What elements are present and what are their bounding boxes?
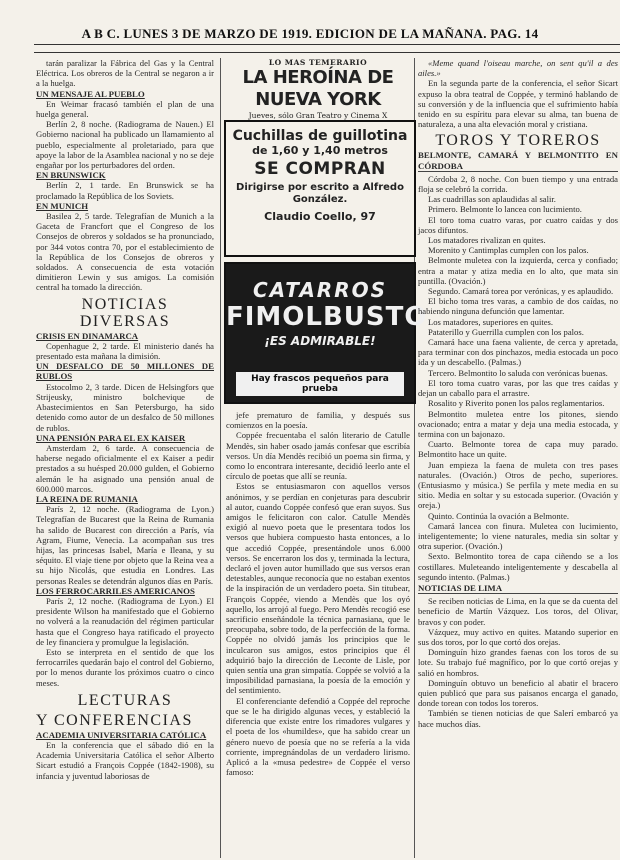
col3-paragraph: El bicho toma tres varas, a cambio de dos caídas, no habiendo ninguna defunción que lamentar. [418, 296, 618, 317]
col1-paragraph: Amsterdam 2, 6 tarde. A consecuencia de haberse negado oficialmente el ex Kaiser a pedir prestados a su huésped 20.000 gulden, el Gobierno alemán le ha asignado una pensión anual de 600.000 marcos. [36, 442, 214, 494]
col3-paragraph: Tercero. Belmontito lo saluda con verónicas buenas. [428, 367, 608, 378]
column-3 [418, 58, 618, 729]
column-divider-1 [220, 58, 221, 858]
col3-paragraph: El toro toma cuatro varas, por cuatro caídas y dos jacos difuntos. [418, 214, 618, 235]
col3-paragraph: Cuarto. Belmonte torea de capa muy parado. Belmontito hace un quite. [418, 439, 618, 460]
headline-academia: ACADEMIA UNIVERSITARIA CATÓLICA [36, 729, 207, 740]
headline-lima: NOTICIAS DE LIMA [418, 583, 618, 594]
col3-paragraph: Juan empieza la faena de muleta con tres pases naturales. (Ovación.) Otros de pecho, superiores. (Entusiasmo y música.) Se perfila y mete media en su sitio. Media en soltar y su estocada superior. (Ovación y oreja.) [418, 459, 618, 511]
headline-desfalco: UN DESFALCO DE 50 MILLONES DE RUBLOS [36, 361, 214, 382]
col3-paragraph: Belmonte muletea con la izquierda, cerca y confiado; entra a matar y atiza media en lo alto, que mata sin puntilla. (Ovación.) [418, 255, 618, 286]
col1-intro: tarán paralizar la Fábrica del Gas y la Central Eléctrica. Los obreros de la Central se negaron a ir a la huelga. [36, 58, 214, 89]
headline-munich: EN MUNICH [36, 200, 89, 211]
headline-cordoba: BELMONTE, CAMARÁ Y BELMONTITO EN CÓRDOBA [418, 150, 618, 171]
ad2-sizes: de 1,60 y 1,40 metros [252, 144, 388, 157]
col1-paragraph: Estocolmo 2, 3 tarde. Dicen de Helsingfors que Strijeusky, ministro bolchevique de Abastecimientos en San Petersburgo, ha sido detenido como autor de un desfalco de 50 millones de rublos. [36, 381, 214, 433]
col2-paragraph: Estos se entusiasmaron con aquellos versos anónimos, y se perdían en conjeturas para descubrir al autor, cuando Coppée confesó que eran suyos. Sus amigos le felicitaron con calor. Catulle Mendès exigió al nuevo poeta que le presentara todos los versos que hubiera compuesto hasta entonces, a lo que accedió Coppée, presentándole unos 6.000 versos. Se encerraron los dos y, terminada la lectura, declaró el joven autor humillado que sus versos eran detestables, aunque reconocía que no estaban exentos de la inspiración de un verdadero poeta. Sin titubear, François Coppée, viendo a Mendès que los oyó aquello, los arrojó al fuego. Pero Mendès recogió ese sacrificio enseñándole la técnica parnasiana, que le preocupaba, sobre todo, de la perfección de la forma. Coppée no olvidó jamás los principios que le inculcaron sus amigos, estos principios que él adquirió bajo la dirección de Leconte de Lisle, por quien sentía una gran simpatía. Coppée se volvió a la imposibilidad parnasiana, la poesía de la emoción y del sentimiento. [226, 481, 410, 696]
col3-paragraph: Dominguín obtuvo un beneficio al abatir el bracero quien publicó que para sus paisanos encarga el ganado, donde torean con todos los toreros. [418, 677, 618, 709]
col3-paragraph: Los matadores rivalizan en quites. [428, 235, 546, 246]
col3-paragraph: Córdoba 2, 8 noche. Con buen tiempo y una entrada floja se celebró la corrida. [418, 173, 618, 195]
col3-paragraph: El toro toma cuatro varas, por las que tres caídas y dejan un caballo para el arrastre. [418, 377, 618, 399]
headline-reina: LA REINA DE RUMANIA [36, 493, 138, 504]
ad-fimolbusto [224, 262, 428, 404]
col3-paragraph: Sexto. Belmontito torea de capa ciñendo se a los costillares. Muleteando inteligentemente y descabella al segundo intento. (Palmas.) [418, 551, 618, 582]
col1-paragraph: Berlín 2, 1 tarde. En Brunswick se ha proclamado la República de los Soviets. [36, 180, 214, 201]
col3-paragraph: En la segunda parte de la conferencia, el señor Sicart expuso la obra teatral de Coppée, y terminó hablando de su conversión y de la influencia que el sufrimiento había tenido en su espíritu para elevar su alma, tan buena de naturaleza, a una alta elevación moral y cristiana. [418, 78, 618, 130]
section-toros: TOROS Y TOREROS [435, 132, 601, 150]
col3-paragraph: Primero. Belmonte lo lancea con lucimiento. [428, 204, 582, 215]
masthead: A B C. LUNES 3 DE MARZO DE 1919. EDICION DE LA MAÑANA. PAG. 14 [81, 26, 539, 41]
col1-paragraph: Esto se interpreta en el sentido de que los ferrocarriles quedarán bajo el control del Gobierno, por lo menos durante los próximos cuatro o cinco meses. [36, 646, 214, 688]
col1-paragraph: Basilea 2, 5 tarde. Telegrafían de Munich a la Gaceta de Francfort que el Congreso de los Consejos de obreros y soldados se ha pronunciado, por 344 votos contra 70, por el establecimiento de la República de los Consejos de obreros y soldados. A consecuencia de esta votación dimitieron Lewin y sus amigos. La comisión central ha tomado la dirección. [36, 211, 214, 293]
col2-paragraph: jefe prematuro de familia, y después sus comienzos en la poesía. [226, 410, 410, 431]
col3-paragraph: Pataterillo y Guerrilla cumplen con los palos. [428, 326, 584, 337]
col3-paragraph: Dominguín hizo grandes faenas con los toros de su lote. Su trabajo fué magnífico, por lo que cortó orejas y salió en hombros. [418, 647, 618, 678]
ad3-brand: FIMOLBUSTO [226, 302, 428, 332]
col2-paragraph: El conferenciante defendió a Coppée del reproche que se le ha dirigido algunas veces, y estableció la diferencia que existe entre los rimadores vulgares y el poeta de los «humildes», que ha sabido crear un género nuevo de poesía que no se refería a la vida corriente, impregnándolas de un verdadero lirismo. Aplicó a la «musa pedestre» de Coppée el verso famoso: [226, 695, 410, 778]
ad2-se-compran: SE COMPRAN [254, 159, 386, 179]
col1-paragraph: En Weimar fracasó también el plan de una huelga general. [36, 98, 214, 120]
masthead-rule-bottom [34, 52, 620, 53]
col3-paragraph: Quinto. Continúa la ovación a Belmonte. [428, 510, 570, 521]
col3-paragraph: Camará hace una faena valiente, de cerca y apretada, para terminar con dos pinchazos, media estocada un poco ida y un descabello. (Palmas.) [418, 337, 618, 368]
col3-paragraph: Belmontito muletea entre los pitones, siendo ovacionado; entra a matar y deja una media estocada, y termina con un bajonazo. [418, 408, 618, 439]
col3-paragraph: También se tienen noticias de que Salerí embarcó ya hace muchos días. [418, 708, 618, 729]
ad-heroina [224, 58, 412, 120]
column-2-article [226, 410, 410, 777]
col3-paragraph: Los matadores, superiores en quites. [428, 316, 554, 327]
ad2-contact: Dirigirse por escrito a Alfredo González. [236, 182, 404, 205]
column-1 [36, 58, 214, 781]
ad2-address: Claudio Coello, 97 [264, 210, 376, 223]
section-conferencias: Y CONFERENCIAS [36, 711, 193, 729]
col1-paragraph: Copenhague 2, 2 tarde. El ministerio danés ha presentado esta mañana la dimisión. [36, 340, 214, 362]
ad1-tagline: LO MAS TEMERARIO [268, 58, 368, 67]
ad-guillotina [224, 120, 416, 257]
headline-dinamarca: CRISIS EN DINAMARCA [36, 330, 139, 341]
ad2-headline: Cuchillas de guillotina [232, 128, 408, 144]
col1-paragraph: Berlín 2, 8 noche. (Radiograma de Nauen.) El Gobierno nacional ha publicado un llamamiento al pueblo, especialmente al proletariado, para que apoye la labor de la Asamblea nacional y no se deje engañar por los perturbadores del orden. [36, 119, 214, 171]
col3-paragraph: Rosalito y Riverito ponen los palos reglamentarios. [428, 398, 605, 409]
col1-paragraph: París 2, 12 noche. (Radiograma de Lyon.) El presidente Wilson ha manifestado que el Gobierno no volverá a la reanudación del régimen particular hasta que el Congreso haya ratificado el proyecto de ley financiera y promulgue la legislación. [36, 595, 214, 647]
ad3-slogan: ¡ES ADMIRABLE! [264, 334, 376, 348]
col3-paragraph: Se reciben noticias de Lima, en la que se da cuenta del beneficio de Martín Vázquez. Los toros, del Olivar, bravos y con poder. [418, 596, 618, 627]
headline-pension: UNA PENSIÓN PARA EL EX KAISER [36, 432, 186, 443]
ad1-schedule: Jueves, sólo Gran Teatro y Cinema X [248, 111, 388, 120]
col2-paragraph: Coppée frecuentaba el salón literario de Catulle Mendès, sin haber osado jamás confesar que escribía versos. Un día Mendès recibió un poema sin firma, y como lo encontrara interesante, decidió leerlo ante el círculo de poetas que allí se reunía. [226, 430, 410, 482]
section-noticias-diversas: NOTICIAS DIVERSAS [79, 295, 171, 330]
col3-paragraph: Vázquez, muy activo en quites. Matando superior en sus dos toros, por lo que cortó dos orejas. [418, 626, 618, 647]
ad1-title: LA HEROÍNA DE NUEVA YORK [242, 67, 394, 110]
col3-paragraph: Segundo. Camará torea por verónicas, y es aplaudido. [428, 286, 614, 297]
col3-quote: «Meme quand l'oiseau marche, on sent qu'il a des ailes.» [418, 58, 618, 79]
col3-paragraph: Las cuadrillas son aplaudidas al salir. [428, 194, 556, 205]
headline-mensaje: UN MENSAJE AL PUEBLO [36, 88, 145, 99]
headline-brunswick: EN BRUNSWICK [36, 170, 106, 181]
col1-paragraph: París 2, 12 noche. (Radiograma de Lyon.) Telegrafían de Bucarest que la Reina de Rumania ha salido de Bucarest con dirección a París, vía Agram, Fiume, Venecia. La acompañan sus tres hijas, las princesas Isabel, María e Ileana, y su séquito. El viaje tiene por objeto que la Reina vea a su hijo Nicolás, que estudia en Londres. Las personas Reales se detendrán algunos días en París. [36, 504, 214, 586]
col3-paragraph: Camará lancea con finura. Muletea con lucimiento, inteligentemente; lo viene naturales, media sin soltar y otra superior. (Ovación.) [418, 520, 618, 552]
col1-paragraph: En la conferencia que el sábado dió en la Academia Universitaria Católica el señor Alberto Sicart estudió a François Coppée (1842-1908), su infancia y juventud laboriosas de [36, 739, 214, 781]
ad3-catarros: CATARROS [252, 278, 388, 302]
ad3-sample: Hay frascos pequeños para prueba [236, 372, 404, 396]
col3-paragraph: Morenito y Cantimplas cumplen con los palos. [428, 245, 589, 256]
masthead-rule-top [34, 44, 620, 45]
headline-ferrocarriles: LOS FERROCARRILES AMERICANOS [36, 585, 195, 596]
section-lecturas: LECTURAS [77, 691, 173, 709]
